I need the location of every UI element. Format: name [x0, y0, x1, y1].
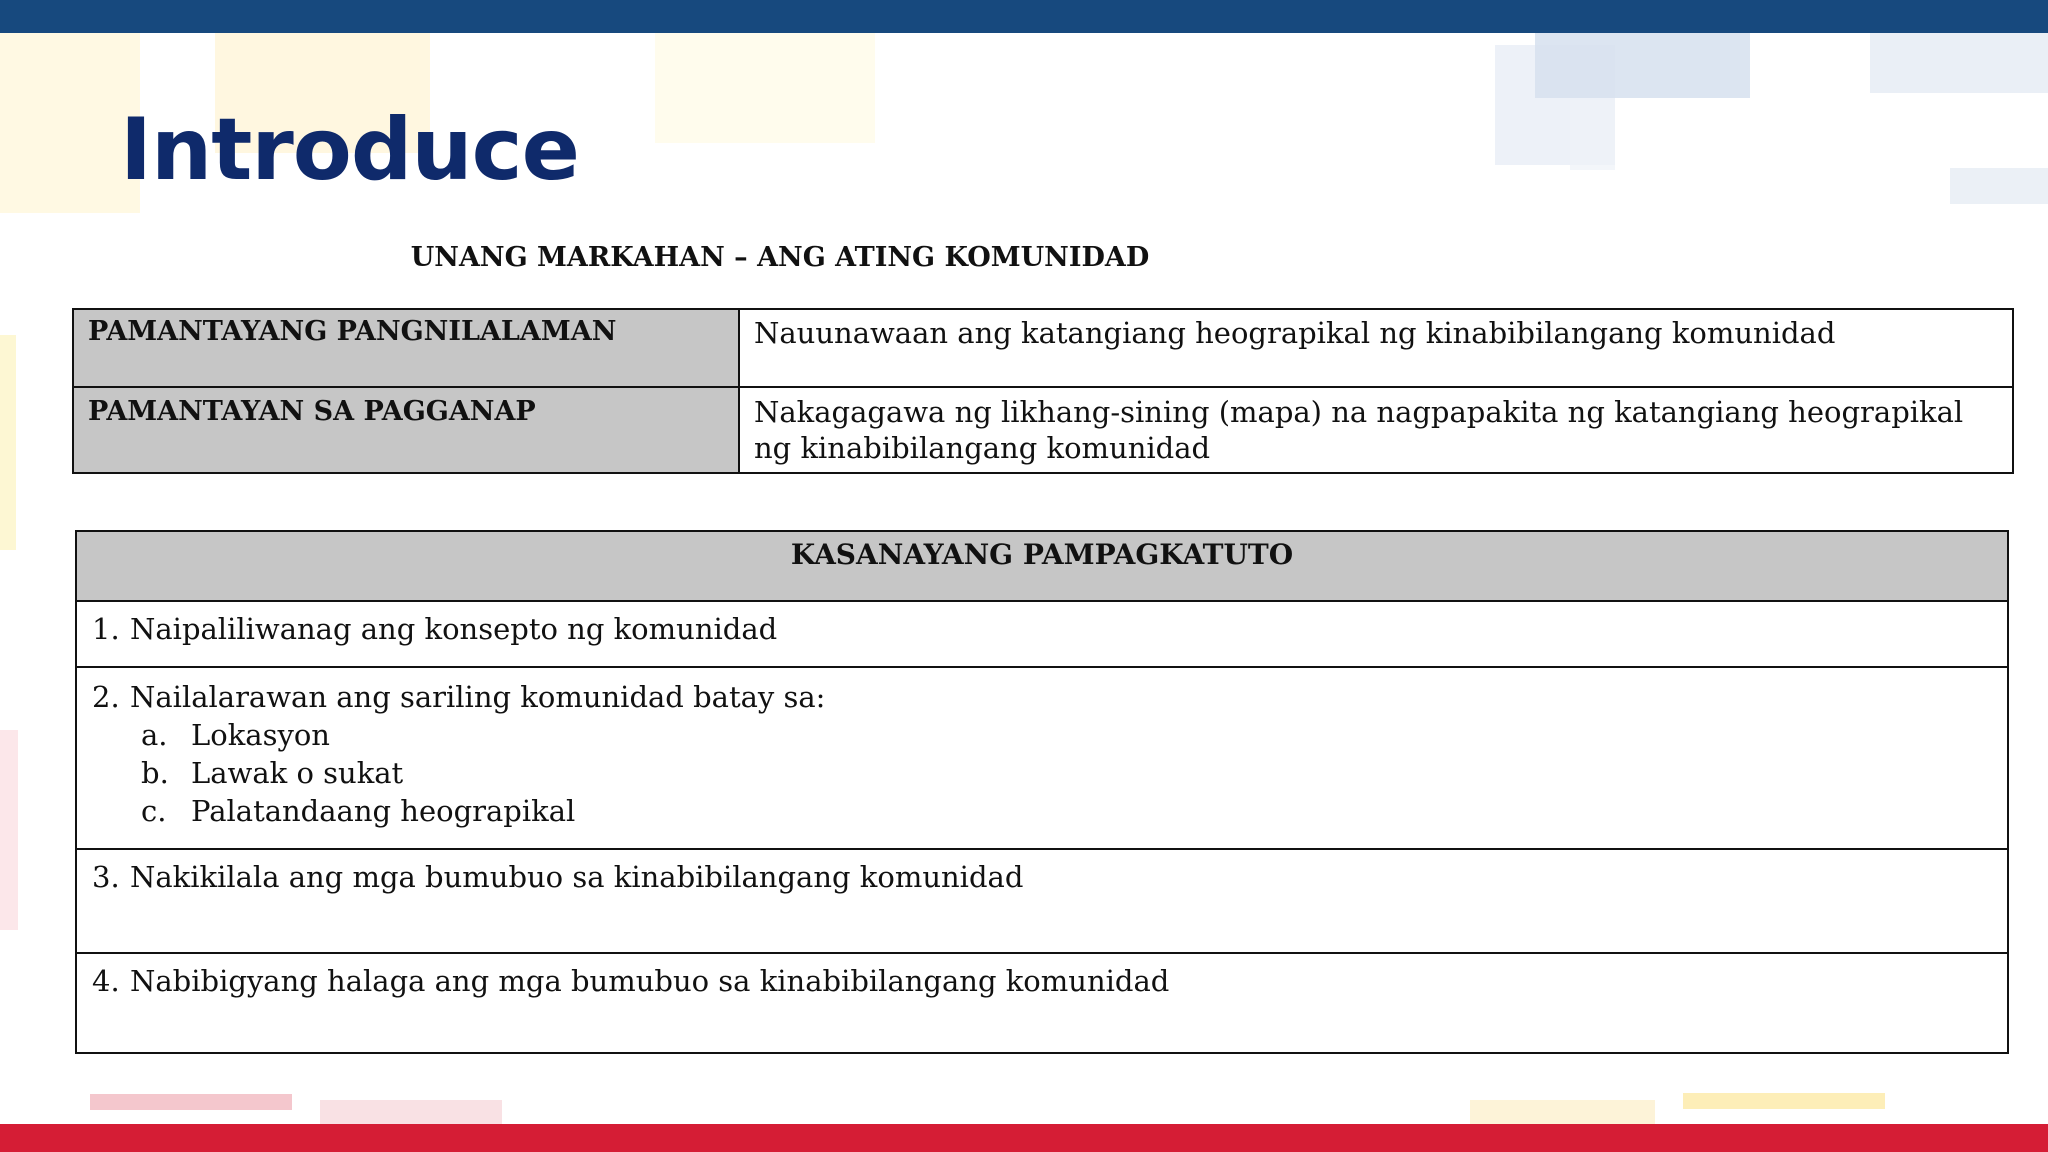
decorative-block [1950, 168, 2048, 204]
slide-title: Introduce [120, 100, 579, 200]
sub-item-letter: c. [141, 794, 167, 828]
decorative-block [1535, 33, 1750, 98]
sub-item-letter: b. [141, 756, 169, 790]
content-standard-label: PAMANTAYANG PANGNILALAMAN [73, 309, 739, 387]
quarter-heading: UNANG MARKAHAN – ANG ATING KOMUNIDAD [410, 242, 1150, 273]
bottom-accent-bar [0, 1124, 2048, 1152]
decorative-block [0, 33, 140, 213]
performance-standard-value: Nakagagawa ng likhang-sining (mapa) na nagpapakita ng katangiang heograpikal ng kinabibilangang komunidad [739, 387, 2013, 473]
decorative-block [1570, 100, 1615, 170]
item-number: 4. [92, 964, 120, 998]
decorative-block [655, 33, 875, 143]
decorative-block [1470, 1100, 1655, 1124]
table-row [73, 309, 2013, 387]
table-row [76, 667, 2008, 849]
table-header-row [76, 531, 2008, 601]
decorative-block [1683, 1093, 1885, 1109]
item-text: Nailalarawan ang sariling komunidad batay sa: [130, 680, 826, 714]
item-number: 2. [92, 680, 120, 714]
standards-table [72, 308, 2014, 474]
decorative-block [320, 1100, 502, 1124]
decorative-block [0, 335, 16, 550]
sub-item [92, 754, 1992, 792]
sub-item-text: Lokasyon [191, 718, 330, 752]
item-text: Naipaliliwanag ang konsepto ng komunidad [130, 612, 778, 646]
item-text: Nabibigyang halaga ang mga bumubuo sa kinabibilangang komunidad [130, 964, 1170, 998]
competencies-header: KASANAYANG PAMPAGKATUTO [76, 531, 2008, 601]
item-number: 1. [92, 612, 120, 646]
table-row [76, 953, 2008, 1053]
competency-item [76, 953, 2008, 1053]
decorative-block [90, 1094, 292, 1110]
decorative-block [1870, 33, 2048, 93]
item-number: 3. [92, 860, 120, 894]
table-row [76, 601, 2008, 667]
sub-item [92, 716, 1992, 754]
competency-item [76, 849, 2008, 953]
performance-standard-label: PAMANTAYAN SA PAGGANAP [73, 387, 739, 473]
sub-item-text: Palatandaang heograpikal [191, 794, 576, 828]
item-text: Nakikilala ang mga bumubuo sa kinabibilangang komunidad [130, 860, 1024, 894]
table-row [73, 387, 2013, 473]
table-row [76, 849, 2008, 953]
sub-item [92, 792, 1992, 830]
content-standard-value: Nauunawaan ang katangiang heograpikal ng kinabibilangang komunidad [739, 309, 2013, 387]
learning-competencies-table [75, 530, 2009, 1054]
sub-item-letter: a. [141, 718, 168, 752]
decorative-block [0, 730, 18, 930]
competency-item [76, 667, 2008, 849]
competency-item [76, 601, 2008, 667]
top-accent-bar [0, 0, 2048, 33]
sub-item-text: Lawak o sukat [191, 756, 404, 790]
